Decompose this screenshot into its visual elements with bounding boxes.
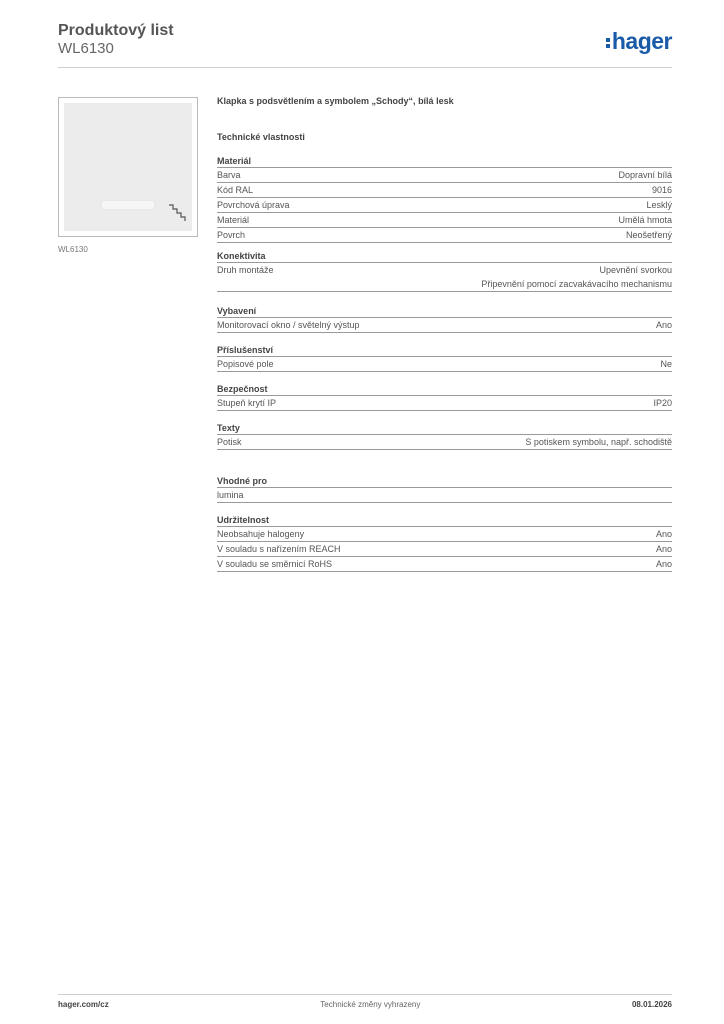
- spec-row: [217, 542, 672, 557]
- footer-notice: Technické změny vyhrazeny: [320, 1000, 421, 1009]
- spec-label: Povrch: [217, 230, 246, 240]
- spec-row: [217, 318, 672, 333]
- spec-value: IP20: [653, 398, 672, 408]
- spec-value: Ano: [655, 544, 672, 554]
- spec-value: Ano: [655, 529, 672, 539]
- page-footer: [58, 994, 672, 1014]
- spec-label: Stupeň krytí IP: [217, 398, 277, 408]
- section-material: [217, 154, 672, 243]
- section-sustainability: [217, 513, 672, 572]
- product-code: WL6130: [58, 40, 114, 57]
- spec-row: [217, 168, 672, 183]
- spec-value: 9016: [651, 185, 672, 195]
- section-accessories: [217, 343, 672, 372]
- section-connectivity: [217, 249, 672, 292]
- spec-value: [481, 263, 672, 291]
- spec-row: [217, 263, 672, 292]
- section-texts: [217, 421, 672, 450]
- section-title: Vhodné pro: [217, 474, 672, 488]
- product-image-area: [64, 103, 192, 231]
- website-link[interactable]: hager.com/cz: [58, 1000, 109, 1009]
- spec-value-line: Připevnění pomocí zacvakávacího mechanismu: [481, 279, 672, 289]
- product-title: Klapka s podsvětlením a symbolem „Schody“, bílá lesk: [217, 96, 454, 106]
- stairs-icon: [168, 204, 186, 222]
- section-title: Konektivita: [217, 249, 672, 263]
- spec-row: [217, 183, 672, 198]
- page-header: [58, 20, 672, 68]
- logo-text: hager: [611, 28, 672, 54]
- hager-logo: [606, 28, 672, 55]
- footer-date: 08.01.2026: [631, 1000, 672, 1009]
- spec-label: Druh montáže: [217, 265, 274, 275]
- spec-value: Umělá hmota: [618, 215, 672, 225]
- technical-properties-heading: Technické vlastnosti: [217, 132, 305, 142]
- light-window: [102, 201, 154, 209]
- spec-row: [217, 396, 672, 411]
- logo-dots-icon: [606, 36, 610, 50]
- spec-row: [217, 557, 672, 572]
- spec-row: [217, 527, 672, 542]
- spec-value: Ne: [660, 359, 672, 369]
- spec-label: Barva: [217, 170, 241, 180]
- spec-label: Monitorovací okno / světelný výstup: [217, 320, 360, 330]
- spec-value: Ano: [655, 320, 672, 330]
- section-suitable-for: [217, 474, 672, 503]
- section-title: Bezpečnost: [217, 382, 672, 396]
- spec-value: Dopravní bílá: [618, 170, 672, 180]
- spec-value: Ano: [655, 559, 672, 569]
- spec-label: Neobsahuje halogeny: [217, 529, 305, 539]
- section-title: Texty: [217, 421, 672, 435]
- spec-value-line: Upevnění svorkou: [599, 265, 672, 275]
- section-title: Materiál: [217, 154, 672, 168]
- spec-row: [217, 213, 672, 228]
- spec-row: [217, 488, 672, 503]
- section-title: Vybavení: [217, 304, 672, 318]
- section-equipment: [217, 304, 672, 333]
- section-title: Udržitelnost: [217, 513, 672, 527]
- spec-label: Potisk: [217, 437, 242, 447]
- spec-value: Lesklý: [646, 200, 672, 210]
- spec-value: S potiskem symbolu, např. schodiště: [525, 437, 672, 447]
- image-caption: WL6130: [58, 245, 88, 254]
- spec-content: [217, 96, 672, 578]
- section-title: Příslušenství: [217, 343, 672, 357]
- spec-label: lumina: [217, 490, 244, 500]
- spec-label: V souladu se směrnicí RoHS: [217, 559, 333, 569]
- product-image: [58, 97, 198, 237]
- spec-label: Kód RAL: [217, 185, 254, 195]
- section-safety: [217, 382, 672, 411]
- spec-value: Neošetřený: [625, 230, 672, 240]
- spec-label: V souladu s nařízením REACH: [217, 544, 341, 554]
- spec-label: Materiál: [217, 215, 250, 225]
- spec-label: Povrchová úprava: [217, 200, 290, 210]
- spec-row: [217, 357, 672, 372]
- spec-label: Popisové pole: [217, 359, 274, 369]
- spec-row: [217, 435, 672, 450]
- document-title: Produktový list: [58, 22, 174, 39]
- spec-row: [217, 228, 672, 243]
- spec-row: [217, 198, 672, 213]
